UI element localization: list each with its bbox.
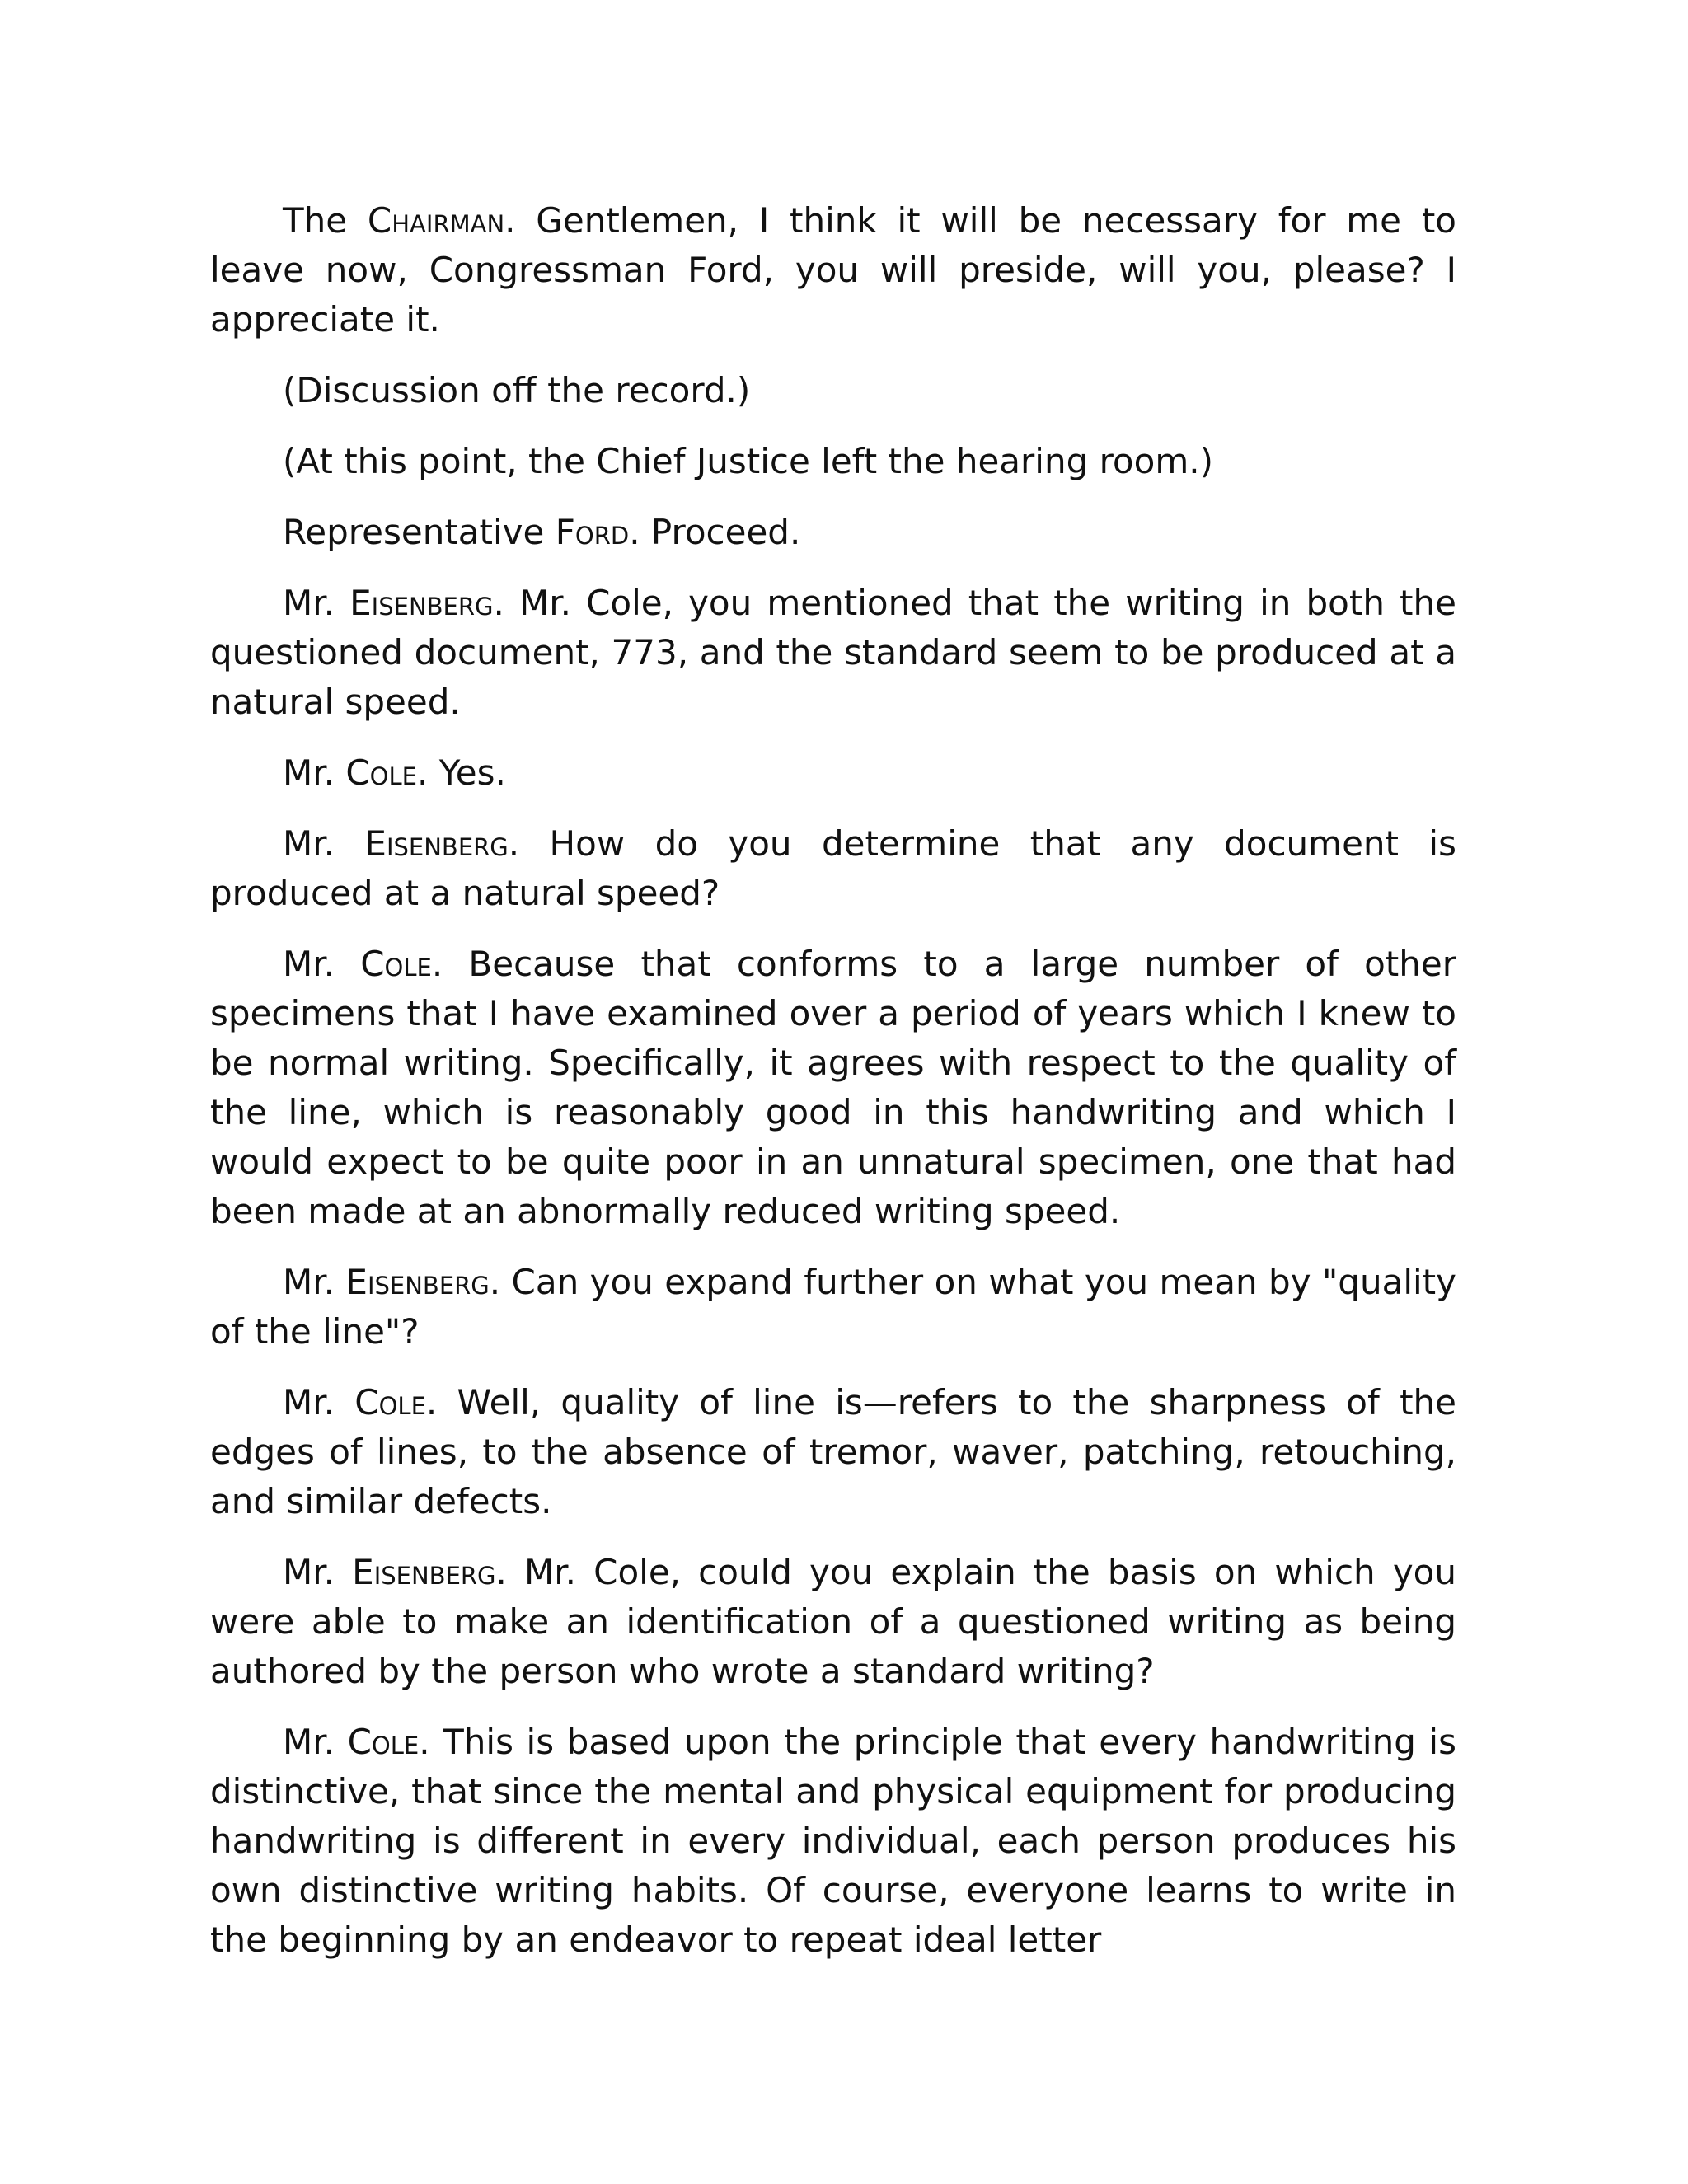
statement-text: . Because that conforms to a large number of other specimens that I have examined over a period of years which I knew to be normal writing. Specifically, it agrees with respect to the quality of the line, which is reasonably good in this handwriting and which I would expect to be quite poor in an unnatural specimen, one that had been made at an abnormally reduced writing speed. (210, 944, 1457, 1231)
statement-text: . Gentlemen, I think it will be necessary for me to leave now, Congressman Ford, you will preside, will you, please? I appreciate it. (210, 200, 1456, 340)
paragraph-chairman (210, 196, 1456, 344)
transcript-page (210, 196, 1456, 1986)
speaker-prefix: Mr. (283, 1382, 355, 1422)
speaker-name: Chairman (367, 200, 505, 241)
speaker-prefix: Mr. (283, 944, 361, 984)
speaker-prefix: Mr. (283, 1722, 348, 1762)
paragraph-cole (210, 1378, 1456, 1526)
stage-direction-text: (Discussion off the record.) (283, 370, 751, 410)
paragraph-stage-direction (210, 366, 1456, 415)
paragraph-cole (210, 1718, 1456, 1965)
paragraph-eisenberg (210, 819, 1456, 918)
speaker-name: Eisenberg (352, 1552, 496, 1592)
statement-text: . Proceed. (629, 512, 801, 552)
speaker-prefix: Mr. (283, 1262, 346, 1302)
paragraph-cole (210, 940, 1456, 1236)
speaker-name: Cole (354, 1382, 426, 1422)
statement-text: . Can you expand further on what you mean by "quality of the line"? (210, 1262, 1456, 1352)
paragraph-eisenberg (210, 1258, 1456, 1357)
speaker-name: Eisenberg (364, 823, 509, 864)
stage-direction-text: (At this point, the Chief Justice left the hearing room.) (283, 441, 1213, 481)
speaker-prefix: The (283, 200, 368, 241)
speaker-prefix: Mr. (283, 752, 346, 793)
paragraph-eisenberg (210, 579, 1456, 727)
paragraph-cole (210, 748, 1456, 798)
paragraph-stage-direction (210, 437, 1456, 486)
speaker-name: Cole (360, 944, 432, 984)
speaker-prefix: Mr. (283, 583, 350, 623)
speaker-prefix: Representative (283, 512, 556, 552)
paragraph-eisenberg (210, 1548, 1456, 1696)
statement-text: . Mr. Cole, could you explain the basis on which you were able to make an identification of a questioned writing as being authored by the person who wrote a standard writing? (210, 1552, 1456, 1691)
paragraph-ford (210, 508, 1456, 557)
speaker-name: Cole (347, 1722, 420, 1762)
statement-text: . Mr. Cole, you mentioned that the writing in both the questioned document, 773, and the standard seem to be produced at a natural speed. (210, 583, 1456, 722)
statement-text: . Well, quality of line is—refers to the sharpness of the edges of lines, to the absence of tremor, waver, patching, retouching, and similar defects. (210, 1382, 1456, 1521)
speaker-prefix: Mr. (283, 823, 365, 864)
speaker-name: Eisenberg (345, 1262, 490, 1302)
speaker-prefix: Mr. (283, 1552, 353, 1592)
speaker-name: Cole (345, 752, 417, 793)
statement-text: . How do you determine that any document is produced at a natural speed? (210, 823, 1456, 913)
statement-text: . This is based upon the principle that every handwriting is distinctive, that since the mental and physical equipment for producing handwriting is different in every individual, each person produces his own distinctive writing habits. Of course, everyone learns to write in the beginning by an endeavor to repeat ideal letter (210, 1722, 1456, 1960)
statement-text: . Yes. (417, 752, 506, 793)
speaker-name: Eisenberg (349, 583, 494, 623)
speaker-name: Ford (555, 512, 630, 552)
